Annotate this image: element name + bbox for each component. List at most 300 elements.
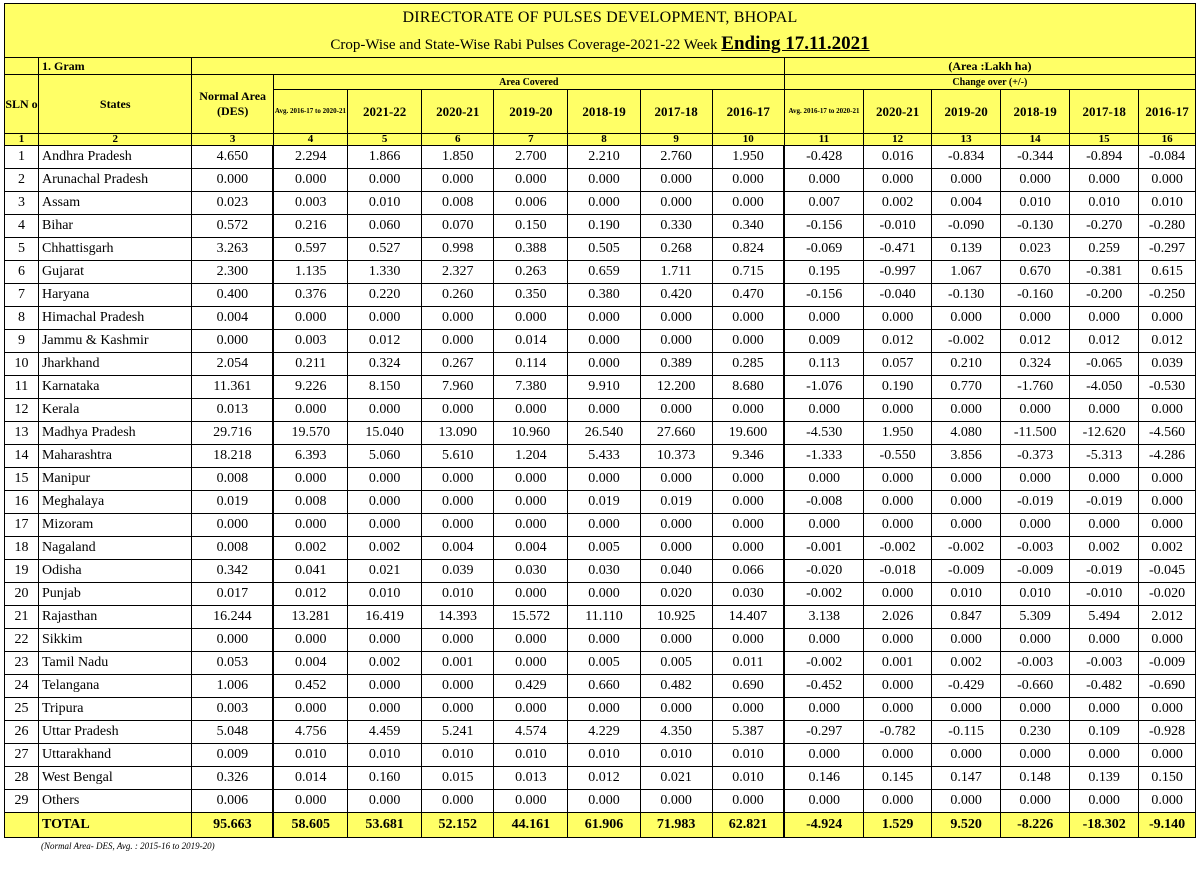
col-2021-22: 2021-22 (348, 90, 422, 134)
change-avg-cell: 0.000 (784, 468, 863, 491)
change-2017-18-cell: 0.000 (1070, 169, 1139, 192)
area-2017-18-cell: 0.000 (640, 468, 712, 491)
change-avg-cell: -4.530 (784, 422, 863, 445)
area-2021-22-cell: 0.000 (348, 468, 422, 491)
change-2018-19-cell: -0.373 (1001, 445, 1070, 468)
change-avg-cell: 0.009 (784, 330, 863, 353)
area-2017-18-cell: 0.000 (640, 698, 712, 721)
area-2016-17-cell: 0.010 (712, 744, 784, 767)
area-2016-17-cell: 0.000 (712, 399, 784, 422)
state-cell: West Bengal (38, 767, 192, 790)
sl-no-cell: 13 (5, 422, 39, 445)
area-2020-21-cell: 1.850 (422, 146, 494, 169)
col-change-2018-19: 2018-19 (1001, 90, 1070, 134)
state-cell: Assam (38, 192, 192, 215)
sl-no-cell (5, 813, 39, 838)
avg-cell: 0.000 (273, 698, 347, 721)
state-cell: Telangana (38, 675, 192, 698)
change-2019-20-cell: 0.000 (932, 491, 1001, 514)
col-change-2017-18: 2017-18 (1070, 90, 1139, 134)
area-2019-20-cell: 1.204 (494, 445, 568, 468)
change-2019-20-cell: 4.080 (932, 422, 1001, 445)
normal-area-cell: 0.013 (192, 399, 273, 422)
state-cell: Mizoram (38, 514, 192, 537)
area-2019-20-cell: 0.010 (494, 744, 568, 767)
col-change-2019-20: 2019-20 (932, 90, 1001, 134)
area-2018-19-cell: 0.005 (568, 652, 640, 675)
area-2016-17-cell: 0.000 (712, 629, 784, 652)
sl-no-cell: 15 (5, 468, 39, 491)
change-2018-19-cell: 0.000 (1001, 744, 1070, 767)
change-avg-cell: -0.428 (784, 146, 863, 169)
area-2018-19-cell: 0.010 (568, 744, 640, 767)
area-2017-18-cell: 2.760 (640, 146, 712, 169)
area-2016-17-cell: 0.690 (712, 675, 784, 698)
area-2018-19-cell: 0.000 (568, 330, 640, 353)
area-2019-20-cell: 0.000 (494, 491, 568, 514)
change-2017-18-cell: 0.000 (1070, 744, 1139, 767)
area-2018-19-cell: 0.000 (568, 399, 640, 422)
normal-area-cell: 0.000 (192, 514, 273, 537)
area-2017-18-cell: 0.000 (640, 169, 712, 192)
change-2018-19-cell: 0.000 (1001, 790, 1070, 813)
col-change-avg: Avg. 2016-17 to 2020-21 (784, 90, 863, 134)
sl-no-cell: 5 (5, 238, 39, 261)
normal-area-cell: 4.650 (192, 146, 273, 169)
area-2017-18-cell: 0.000 (640, 537, 712, 560)
area-2016-17-cell: 0.000 (712, 514, 784, 537)
area-2016-17-cell: 0.000 (712, 169, 784, 192)
avg-cell: 6.393 (273, 445, 347, 468)
area-2020-21-cell: 52.152 (422, 813, 494, 838)
area-2020-21-cell: 0.010 (422, 583, 494, 606)
area-2018-19-cell: 61.906 (568, 813, 640, 838)
normal-area-cell: 95.663 (192, 813, 273, 838)
area-2021-22-cell: 0.000 (348, 629, 422, 652)
change-2018-19-cell: 0.000 (1001, 468, 1070, 491)
normal-area-cell: 1.006 (192, 675, 273, 698)
normal-area-cell: 0.006 (192, 790, 273, 813)
change-2016-17-cell: 0.000 (1139, 698, 1196, 721)
column-number: 9 (640, 134, 712, 146)
area-2021-22-cell: 0.324 (348, 353, 422, 376)
change-avg-cell: -1.076 (784, 376, 863, 399)
change-2016-17-cell: -0.250 (1139, 284, 1196, 307)
normal-area-cell: 0.003 (192, 698, 273, 721)
area-2017-18-cell: 0.000 (640, 330, 712, 353)
area-2018-19-cell: 9.910 (568, 376, 640, 399)
state-cell: Meghalaya (38, 491, 192, 514)
area-2019-20-cell: 0.014 (494, 330, 568, 353)
change-2020-21-cell: 2.026 (864, 606, 932, 629)
col-2020-21: 2020-21 (422, 90, 494, 134)
change-2019-20-cell: -0.090 (932, 215, 1001, 238)
sl-no-cell: 9 (5, 330, 39, 353)
area-2020-21-cell: 0.010 (422, 744, 494, 767)
table-row (5, 767, 1196, 790)
column-number: 13 (932, 134, 1001, 146)
normal-area-cell: 2.300 (192, 261, 273, 284)
avg-cell: 0.000 (273, 514, 347, 537)
sl-no-cell: 27 (5, 744, 39, 767)
state-cell: Andhra Pradesh (38, 146, 192, 169)
change-2017-18-cell: -12.620 (1070, 422, 1139, 445)
state-cell: Punjab (38, 583, 192, 606)
change-2016-17-cell: -0.928 (1139, 721, 1196, 744)
normal-area-cell: 0.023 (192, 192, 273, 215)
area-2017-18-cell: 4.350 (640, 721, 712, 744)
change-2020-21-cell: 0.000 (864, 629, 932, 652)
sl-no-cell: 16 (5, 491, 39, 514)
change-avg-cell: 0.000 (784, 169, 863, 192)
change-2020-21-cell: 0.000 (864, 307, 932, 330)
change-2017-18-cell: 0.000 (1070, 468, 1139, 491)
normal-area-cell: 0.009 (192, 744, 273, 767)
sl-no-cell: 6 (5, 261, 39, 284)
change-2019-20-cell: -0.002 (932, 537, 1001, 560)
area-2019-20-cell: 0.350 (494, 284, 568, 307)
crop-label: 1. Gram (38, 58, 192, 75)
change-2017-18-cell: 0.000 (1070, 629, 1139, 652)
area-2021-22-cell: 16.419 (348, 606, 422, 629)
area-2017-18-cell: 0.000 (640, 399, 712, 422)
table-row (5, 261, 1196, 284)
change-avg-cell: 0.007 (784, 192, 863, 215)
group-area-covered: Area Covered (273, 75, 784, 90)
change-2017-18-cell: -0.894 (1070, 146, 1139, 169)
change-2016-17-cell: 0.000 (1139, 399, 1196, 422)
state-cell: Jharkhand (38, 353, 192, 376)
sl-no-cell: 23 (5, 652, 39, 675)
change-2016-17-cell: 0.010 (1139, 192, 1196, 215)
coverage-table (4, 57, 1196, 838)
org-title: DIRECTORATE OF PULSES DEVELOPMENT, BHOPAL (402, 9, 798, 26)
area-2018-19-cell: 4.229 (568, 721, 640, 744)
state-cell: Others (38, 790, 192, 813)
change-2019-20-cell: 0.000 (932, 307, 1001, 330)
area-2019-20-cell: 0.030 (494, 560, 568, 583)
area-2019-20-cell: 0.114 (494, 353, 568, 376)
change-2018-19-cell: 0.670 (1001, 261, 1070, 284)
avg-cell: 0.452 (273, 675, 347, 698)
change-2016-17-cell: 0.000 (1139, 307, 1196, 330)
change-2020-21-cell: 0.145 (864, 767, 932, 790)
change-avg-cell: 0.000 (784, 698, 863, 721)
area-2021-22-cell: 15.040 (348, 422, 422, 445)
column-number: 11 (784, 134, 863, 146)
area-2019-20-cell: 0.000 (494, 790, 568, 813)
change-avg-cell: 0.146 (784, 767, 863, 790)
area-2020-21-cell: 0.008 (422, 192, 494, 215)
normal-area-cell: 0.000 (192, 629, 273, 652)
table-row (5, 192, 1196, 215)
area-2020-21-cell: 14.393 (422, 606, 494, 629)
area-2021-22-cell: 0.000 (348, 169, 422, 192)
area-2020-21-cell: 0.000 (422, 307, 494, 330)
table-row (5, 353, 1196, 376)
avg-cell: 0.014 (273, 767, 347, 790)
area-2021-22-cell: 0.010 (348, 744, 422, 767)
avg-cell: 0.376 (273, 284, 347, 307)
change-2019-20-cell: 0.002 (932, 652, 1001, 675)
col-2019-20: 2019-20 (494, 90, 568, 134)
area-2018-19-cell: 5.433 (568, 445, 640, 468)
change-2018-19-cell: -8.226 (1001, 813, 1070, 838)
footnote: (Normal Area- DES, Avg. : 2015-16 to 2019-20) (41, 841, 215, 851)
state-cell: Gujarat (38, 261, 192, 284)
normal-area-cell: 0.342 (192, 560, 273, 583)
area-2016-17-cell: 0.011 (712, 652, 784, 675)
area-2016-17-cell: 0.000 (712, 307, 784, 330)
area-2020-21-cell: 0.000 (422, 629, 494, 652)
area-2019-20-cell: 0.000 (494, 583, 568, 606)
table-row (5, 468, 1196, 491)
area-2017-18-cell: 0.005 (640, 652, 712, 675)
area-2017-18-cell: 27.660 (640, 422, 712, 445)
sl-no-cell: 19 (5, 560, 39, 583)
area-2019-20-cell: 0.263 (494, 261, 568, 284)
area-2016-17-cell: 0.010 (712, 767, 784, 790)
area-2021-22-cell: 0.002 (348, 652, 422, 675)
change-2018-19-cell: 0.010 (1001, 192, 1070, 215)
area-2018-19-cell: 0.660 (568, 675, 640, 698)
area-2018-19-cell: 0.005 (568, 537, 640, 560)
area-2016-17-cell: 8.680 (712, 376, 784, 399)
area-2020-21-cell: 0.000 (422, 468, 494, 491)
state-cell: Uttar Pradesh (38, 721, 192, 744)
table-row (5, 537, 1196, 560)
area-2016-17-cell: 0.340 (712, 215, 784, 238)
area-2017-18-cell: 1.711 (640, 261, 712, 284)
state-cell: Manipur (38, 468, 192, 491)
table-row (5, 583, 1196, 606)
area-2020-21-cell: 0.000 (422, 514, 494, 537)
area-2021-22-cell: 0.527 (348, 238, 422, 261)
avg-cell: 0.003 (273, 192, 347, 215)
change-2017-18-cell: 0.012 (1070, 330, 1139, 353)
area-2016-17-cell: 5.387 (712, 721, 784, 744)
change-2016-17-cell: -9.140 (1139, 813, 1196, 838)
sl-no-cell: 22 (5, 629, 39, 652)
area-2017-18-cell: 0.000 (640, 192, 712, 215)
area-2018-19-cell: 11.110 (568, 606, 640, 629)
change-2018-19-cell: -0.660 (1001, 675, 1070, 698)
state-cell: Bihar (38, 215, 192, 238)
normal-area-cell: 29.716 (192, 422, 273, 445)
change-avg-cell: 0.000 (784, 744, 863, 767)
table-row (5, 445, 1196, 468)
change-avg-cell: -0.452 (784, 675, 863, 698)
total-row (5, 813, 1196, 838)
avg-cell: 2.294 (273, 146, 347, 169)
sl-no-cell: 14 (5, 445, 39, 468)
change-2020-21-cell: 0.002 (864, 192, 932, 215)
change-2017-18-cell: -0.065 (1070, 353, 1139, 376)
area-2018-19-cell: 0.659 (568, 261, 640, 284)
area-2020-21-cell: 0.000 (422, 491, 494, 514)
normal-area-cell: 0.572 (192, 215, 273, 238)
area-2016-17-cell: 1.950 (712, 146, 784, 169)
sl-no-cell: 2 (5, 169, 39, 192)
change-2020-21-cell: -0.782 (864, 721, 932, 744)
area-2018-19-cell: 0.030 (568, 560, 640, 583)
area-2016-17-cell: 0.000 (712, 192, 784, 215)
sl-no-cell: 1 (5, 146, 39, 169)
change-2017-18-cell: 0.000 (1070, 307, 1139, 330)
area-2018-19-cell: 26.540 (568, 422, 640, 445)
area-2021-22-cell: 0.000 (348, 790, 422, 813)
change-avg-cell: 0.000 (784, 399, 863, 422)
area-2016-17-cell: 0.000 (712, 491, 784, 514)
area-2020-21-cell: 0.070 (422, 215, 494, 238)
change-2019-20-cell: 0.770 (932, 376, 1001, 399)
area-2018-19-cell: 0.380 (568, 284, 640, 307)
state-cell: Uttarakhand (38, 744, 192, 767)
change-avg-cell: -1.333 (784, 445, 863, 468)
column-number-row (5, 134, 1196, 146)
area-2016-17-cell: 0.470 (712, 284, 784, 307)
sl-no-cell: 28 (5, 767, 39, 790)
area-2021-22-cell: 0.010 (348, 583, 422, 606)
change-2020-21-cell: 0.057 (864, 353, 932, 376)
normal-area-cell: 0.017 (192, 583, 273, 606)
change-avg-cell: 0.000 (784, 629, 863, 652)
area-2021-22-cell: 0.000 (348, 675, 422, 698)
area-2021-22-cell: 0.000 (348, 307, 422, 330)
change-2019-20-cell: 0.000 (932, 698, 1001, 721)
change-2018-19-cell: -0.344 (1001, 146, 1070, 169)
change-2020-21-cell: 0.000 (864, 583, 932, 606)
change-2020-21-cell: 0.000 (864, 399, 932, 422)
area-2017-18-cell: 0.010 (640, 744, 712, 767)
change-2018-19-cell: 0.148 (1001, 767, 1070, 790)
area-2017-18-cell: 10.925 (640, 606, 712, 629)
area-2018-19-cell: 0.190 (568, 215, 640, 238)
area-2018-19-cell: 0.000 (568, 514, 640, 537)
sl-no-cell: 10 (5, 353, 39, 376)
table-row (5, 652, 1196, 675)
area-2021-22-cell: 0.012 (348, 330, 422, 353)
sl-no-cell: 26 (5, 721, 39, 744)
change-2016-17-cell: -0.009 (1139, 652, 1196, 675)
change-2019-20-cell: 0.000 (932, 790, 1001, 813)
area-2019-20-cell: 0.000 (494, 629, 568, 652)
area-2018-19-cell: 0.505 (568, 238, 640, 261)
col-2016-17: 2016-17 (712, 90, 784, 134)
group-change-over: Change over (+/-) (784, 75, 1195, 90)
change-2020-21-cell: 0.001 (864, 652, 932, 675)
area-2021-22-cell: 0.160 (348, 767, 422, 790)
report-sheet (4, 3, 1196, 851)
area-2018-19-cell: 0.000 (568, 169, 640, 192)
change-2020-21-cell: 0.012 (864, 330, 932, 353)
area-2016-17-cell: 62.821 (712, 813, 784, 838)
change-2018-19-cell: 0.230 (1001, 721, 1070, 744)
normal-area-cell: 0.000 (192, 330, 273, 353)
sl-no-cell: 11 (5, 376, 39, 399)
change-2017-18-cell: -0.003 (1070, 652, 1139, 675)
area-2019-20-cell: 0.013 (494, 767, 568, 790)
change-2016-17-cell: -4.286 (1139, 445, 1196, 468)
change-2019-20-cell: 3.856 (932, 445, 1001, 468)
area-2021-22-cell: 8.150 (348, 376, 422, 399)
col-2018-19: 2018-19 (568, 90, 640, 134)
week-ending-date: Ending 17.11.2021 (721, 33, 870, 54)
change-2018-19-cell: 0.000 (1001, 307, 1070, 330)
avg-cell: 0.004 (273, 652, 347, 675)
area-2017-18-cell: 10.373 (640, 445, 712, 468)
area-2020-21-cell: 0.000 (422, 698, 494, 721)
header-blank (5, 58, 39, 75)
area-2018-19-cell: 0.012 (568, 767, 640, 790)
area-2020-21-cell: 0.000 (422, 790, 494, 813)
normal-area-cell: 5.048 (192, 721, 273, 744)
sl-no-cell: 17 (5, 514, 39, 537)
area-2021-22-cell: 0.060 (348, 215, 422, 238)
change-2016-17-cell: 0.000 (1139, 790, 1196, 813)
area-2016-17-cell: 0.824 (712, 238, 784, 261)
avg-cell: 0.003 (273, 330, 347, 353)
area-2020-21-cell: 5.241 (422, 721, 494, 744)
change-2016-17-cell: 2.012 (1139, 606, 1196, 629)
area-2016-17-cell: 0.066 (712, 560, 784, 583)
area-2017-18-cell: 0.019 (640, 491, 712, 514)
change-2018-19-cell: -0.003 (1001, 652, 1070, 675)
change-2020-21-cell: 0.016 (864, 146, 932, 169)
change-2020-21-cell: -0.471 (864, 238, 932, 261)
avg-cell: 0.000 (273, 629, 347, 652)
change-2017-18-cell: -0.270 (1070, 215, 1139, 238)
table-row (5, 284, 1196, 307)
sl-no-cell: 24 (5, 675, 39, 698)
avg-cell: 4.756 (273, 721, 347, 744)
change-2019-20-cell: 0.004 (932, 192, 1001, 215)
area-2019-20-cell: 0.000 (494, 468, 568, 491)
state-cell: Kerala (38, 399, 192, 422)
avg-cell: 0.597 (273, 238, 347, 261)
col-avg: Avg. 2016-17 to 2020-21 (273, 90, 347, 134)
change-avg-cell: -0.156 (784, 284, 863, 307)
column-number: 1 (5, 134, 39, 146)
area-2019-20-cell: 0.150 (494, 215, 568, 238)
change-2019-20-cell: 1.067 (932, 261, 1001, 284)
column-number: 6 (422, 134, 494, 146)
area-2017-18-cell: 0.021 (640, 767, 712, 790)
change-avg-cell: 0.000 (784, 514, 863, 537)
column-number: 3 (192, 134, 273, 146)
area-2020-21-cell: 0.260 (422, 284, 494, 307)
area-2016-17-cell: 0.000 (712, 537, 784, 560)
change-2017-18-cell: -0.482 (1070, 675, 1139, 698)
change-2016-17-cell: 0.000 (1139, 491, 1196, 514)
change-2017-18-cell: -4.050 (1070, 376, 1139, 399)
column-number: 7 (494, 134, 568, 146)
change-2016-17-cell: -0.297 (1139, 238, 1196, 261)
change-2017-18-cell: -5.313 (1070, 445, 1139, 468)
area-2019-20-cell: 0.000 (494, 698, 568, 721)
area-2016-17-cell: 0.000 (712, 330, 784, 353)
normal-area-cell: 16.244 (192, 606, 273, 629)
change-2020-21-cell: 0.190 (864, 376, 932, 399)
change-2019-20-cell: 0.000 (932, 744, 1001, 767)
area-2018-19-cell: 0.000 (568, 698, 640, 721)
state-cell: Tamil Nadu (38, 652, 192, 675)
area-2017-18-cell: 0.482 (640, 675, 712, 698)
change-2019-20-cell: 9.520 (932, 813, 1001, 838)
change-2016-17-cell: 0.039 (1139, 353, 1196, 376)
table-row (5, 560, 1196, 583)
change-2017-18-cell: 0.000 (1070, 399, 1139, 422)
